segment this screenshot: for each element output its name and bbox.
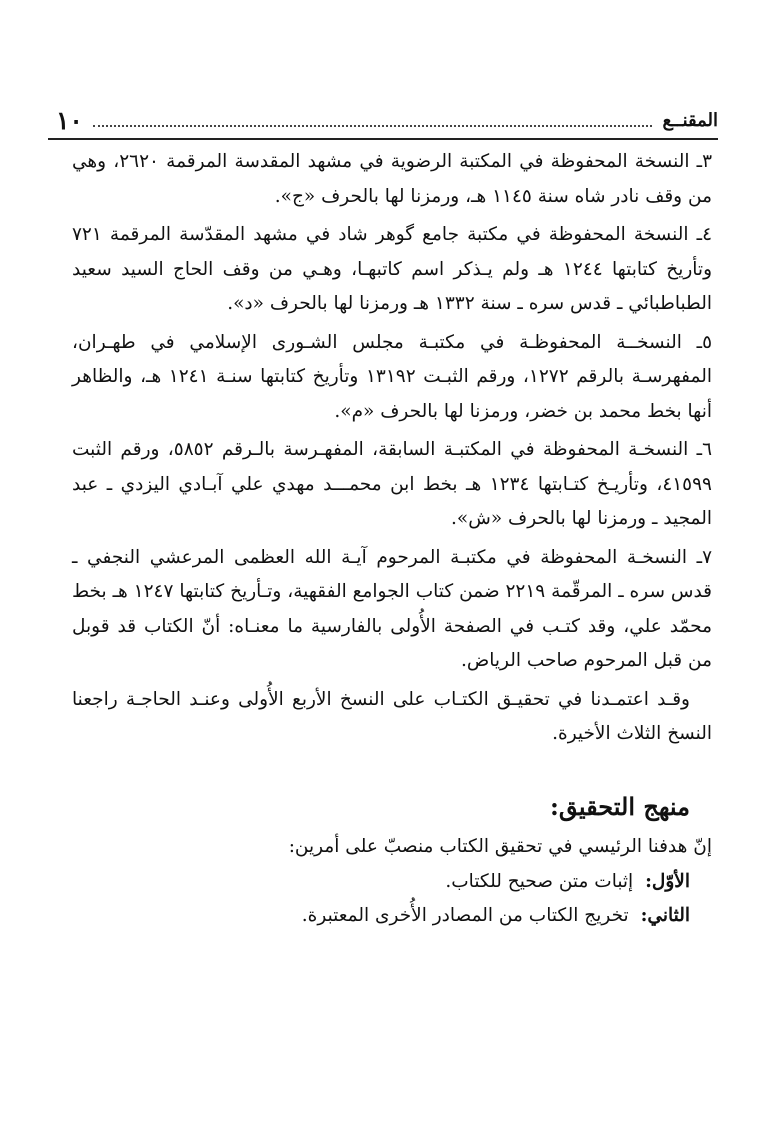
reliance-paragraph: وقـد اعتمـدنا في تحقيـق الكتـاب على النسخ الأربع الأُولى وعنـد الحاجـة راجعنا النسخ الثلاث الأخيرة. — [72, 688, 712, 744]
manuscript-paragraph-6: ٦ـ النسخـة المحفوظة في المكتبـة السابقة، المفهـرسة بالـرقم ٥٨٥٢، ورقم الثبت ٤١٥٩٩، وتأريـخ كتـابتها ١٢٣٤ هـ بخط ابن محمـــد مهدي علي آبـادي اليزدي ـ عبد المجيد ـ ورمزنا لها بالحرف «ش». — [72, 439, 712, 529]
manuscript-paragraph-5: ٥ـ النسخــة المحفوظـة في مكتبـة مجلس الشـورى الإسلامي في طهـران، المفهرسـة بالرقم ١٢٧٢، ورقم الثبـت ١٣١٩٢ وتأريخ كتابتها سنـة ١٢٤١ هـ، والظاهر أنها بخط محمد بن خضر، ورمزنا لها بالحرف «م». — [72, 331, 712, 422]
page-body — [72, 145, 712, 934]
method-intro: إنّ هدفنا الرئيسي في تحقيق الكتاب منصبّ على أمرين: — [288, 836, 712, 857]
page-number: ١٠ — [56, 105, 83, 135]
running-title: المقنــع — [662, 109, 718, 131]
section-heading: منهج التحقيق: — [550, 791, 690, 821]
method-item-second — [72, 899, 712, 934]
manuscript-paragraph-4: ٤ـ النسخة المحفوظة في مكتبة جامع گوهر شاد في مشهد المقدّسة المرقمة ٧٢١ وتأريخ كتابتها ١٢٤٤ هـ ولم يـذكر اسم كاتبهـا، وهـي من وقف الحاج السيد سعيد الطباطبائي ـ قدس سره ـ سنة ١٣٣٢ هـ ورمزنا لها بالحرف «د». — [72, 224, 712, 314]
method-item-label: الثاني: — [640, 905, 690, 926]
manuscript-paragraph-7: ٧ـ النسخـة المحفوظة في مكتبـة المرحوم آيـة الله العظمى المرعشي النجفي ـ قدس سره ـ المرقّمة ٢٢١٩ ضمن كتاب الجوامع الفقهية، وتـأريخ كتابتها ١٢٤٧ هـ بخط محمّد علي، وقد كتـب في الصفحة الأُولى بالفارسية ما معنـاه: أنّ الكتاب قد قوبل من قبل المرحوم صاحب الرياض. — [72, 546, 713, 671]
method-item-label: الأوّل: — [645, 870, 690, 892]
method-item-first — [72, 865, 712, 900]
method-item-text: تخريج الكتاب من المصادر الأُخرى المعتبرة. — [301, 905, 629, 926]
page-header — [48, 102, 718, 140]
manuscript-paragraph-3: ٣ـ النسخة المحفوظة في المكتبة الرضوية في مشهد المقدسة المرقمة ٢٦٢٠، وهي من وقف نادر شاه سنة ١١٤٥ هـ، ورمزنا لها بالحرف «ج». — [72, 151, 712, 207]
method-item-text: إثبات متن صحيح للكتاب. — [445, 870, 634, 892]
header-dotted-leader — [93, 125, 653, 127]
